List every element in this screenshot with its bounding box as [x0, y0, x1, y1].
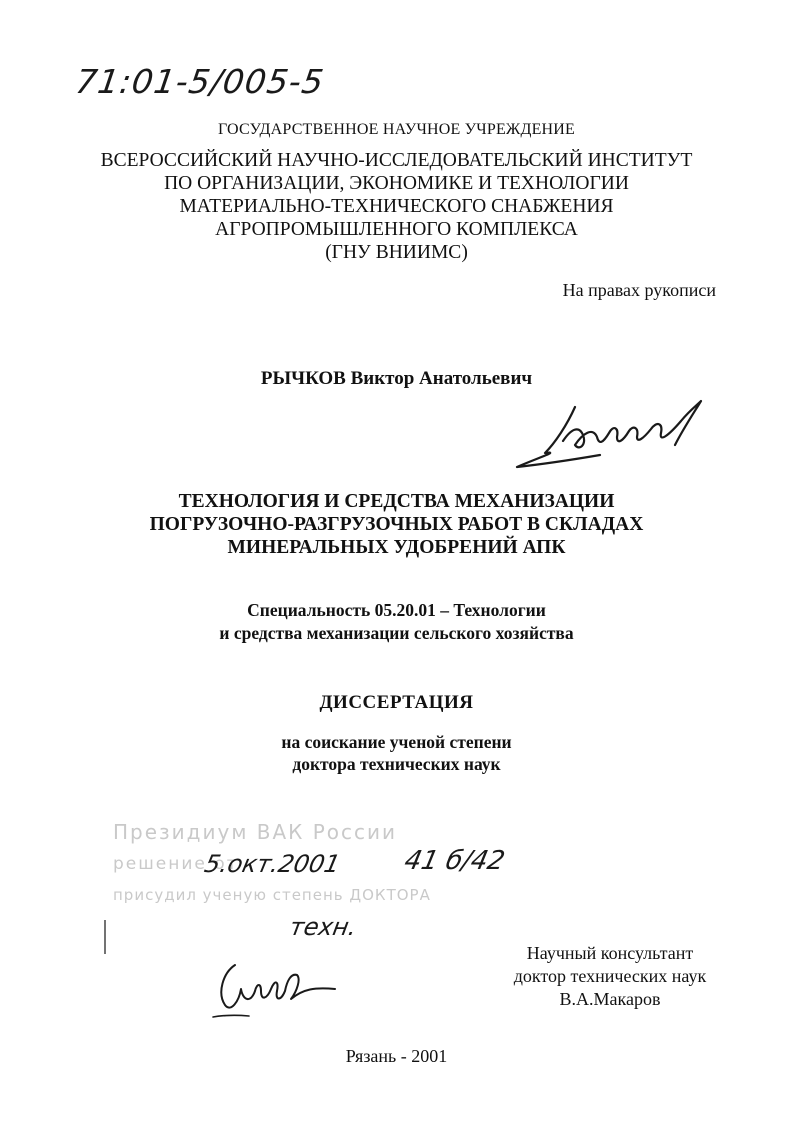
stamp-line-1: Президиум ВАК России: [113, 820, 398, 844]
specialty-line-2: и средства механизации сельского хозяйства: [219, 623, 574, 643]
secretary-signature: [205, 945, 345, 1020]
consultant-name: В.А.Макаров: [559, 989, 661, 1009]
consultant-role: Научный консультант: [526, 943, 694, 963]
consultant-degree: доктор технических наук: [513, 966, 707, 986]
author-name: РЫЧКОВ Виктор Анатольевич: [260, 368, 533, 389]
manuscript-rights-note: На правах рукописи: [562, 280, 716, 300]
thesis-title-line-3: МИНЕРАЛЬНЫХ УДОБРЕНИЙ АПК: [227, 537, 566, 558]
institution-abbreviation: (ГНУ ВНИИМС): [325, 242, 468, 263]
city-year: Рязань - 2001: [345, 1046, 448, 1066]
stamp-line-3: присудил ученую степень ДОКТОРА: [113, 886, 431, 904]
document-type: ДИССЕРТАЦИЯ: [319, 692, 474, 713]
author-signature: [505, 395, 710, 475]
stamp-line-2: решение от: [113, 854, 239, 874]
shelfmark-handwritten: 71:01-5/005-5: [73, 62, 327, 101]
degree-line-2: доктора технических наук: [292, 754, 501, 774]
stamp-number-handwritten: 41 б/42: [401, 846, 508, 876]
degree-line-1: на соискание ученой степени: [281, 732, 512, 752]
stamp-field-handwritten: техн.: [287, 913, 359, 941]
institution-name-line-3: МАТЕРИАЛЬНО-ТЕХНИЧЕСКОГО СНАБЖЕНИЯ: [179, 196, 614, 217]
specialty-line-1: Специальность 05.20.01 – Технологии: [247, 600, 546, 620]
institution-type: ГОСУДАРСТВЕННОЕ НАУЧНОЕ УЧРЕЖДЕНИЕ: [217, 121, 576, 138]
thesis-title-line-2: ПОГРУЗОЧНО-РАЗГРУЗОЧНЫХ РАБОТ В СКЛАДАХ: [149, 514, 644, 535]
stamp-date-handwritten: 5.окт.2001: [202, 850, 343, 878]
institution-name-line-2: ПО ОРГАНИЗАЦИИ, ЭКОНОМИКЕ И ТЕХНОЛОГИИ: [164, 173, 629, 194]
thesis-title-line-1: ТЕХНОЛОГИЯ И СРЕДСТВА МЕХАНИЗАЦИИ: [178, 491, 615, 512]
institution-name-line-4: АГРОПРОМЫШЛЕННОГО КОМПЛЕКСА: [215, 219, 578, 240]
institution-name-line-1: ВСЕРОССИЙСКИЙ НАУЧНО-ИССЛЕДОВАТЕЛЬСКИЙ ИНСТИТУТ: [100, 150, 693, 171]
margin-mark: [100, 918, 110, 958]
